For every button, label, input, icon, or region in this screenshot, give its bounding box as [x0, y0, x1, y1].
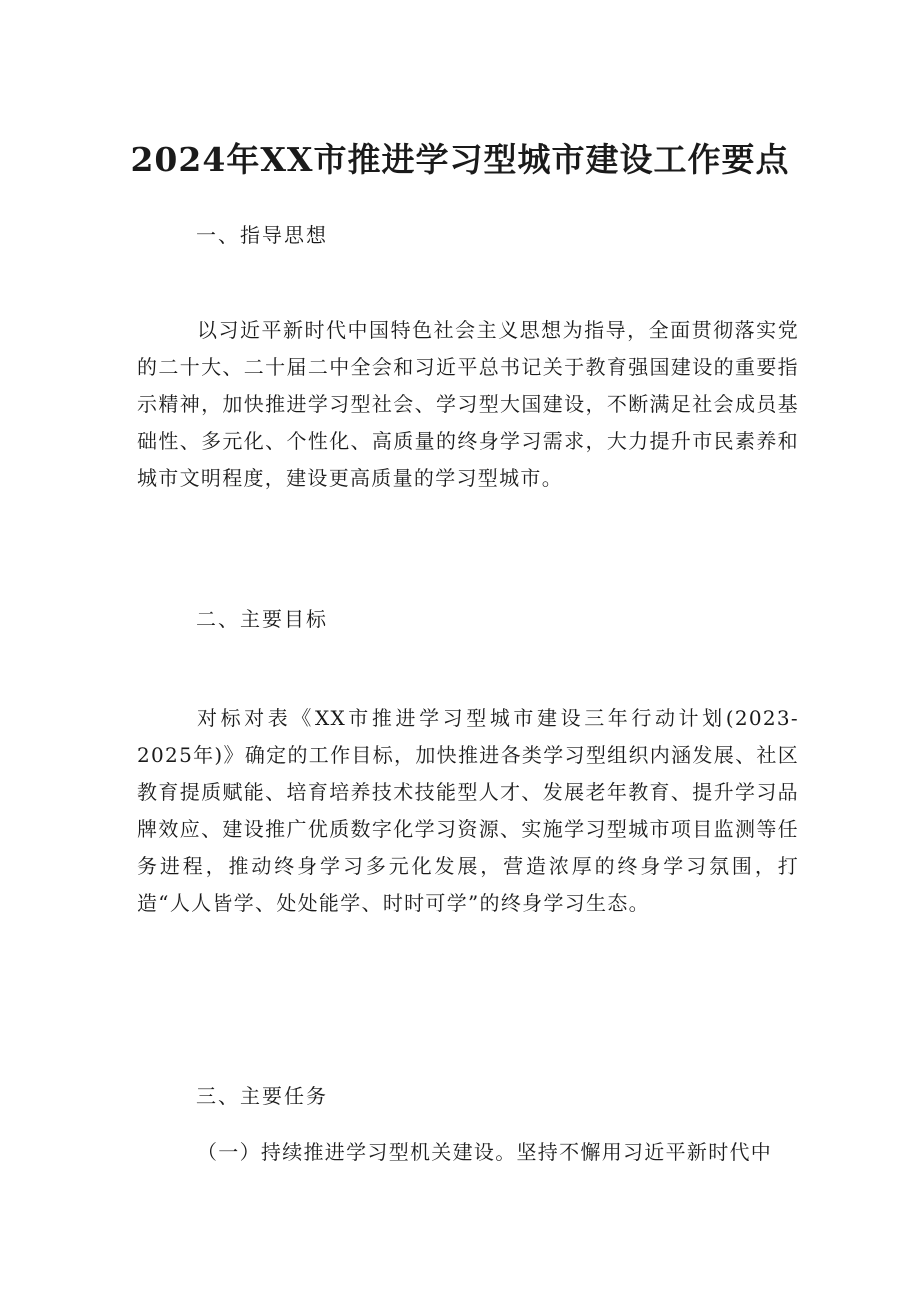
section-heading-main-tasks: 三、主要任务 [196, 1084, 328, 1108]
section-heading-guiding-ideology: 一、指导思想 [196, 223, 328, 247]
document-title: 2024年XX市推进学习型城市建设工作要点 [130, 140, 790, 179]
section-heading-main-goals: 二、主要目标 [196, 607, 328, 631]
section-paragraph-guiding-ideology: 以习近平新时代中国特色社会主义思想为指导，全面贯彻落实党的二十大、二十届二中全会和习近平总书记关于教育强国建设的重要指示精神，加快推进学习型社会、学习型大国建设，不断满足社会成员基础性、多元化、个性化、高质量的终身学习需求，大力提升市民素养和城市文明程度，建设更高质量的学习型城市。 [137, 318, 799, 490]
section-paragraph-main-tasks: （一）持续推进学习型机关建设。坚持不懈用习近平新时代中 [197, 1140, 773, 1164]
section-paragraph-main-goals: 对标对表《XX市推进学习型城市建设三年行动计划(2023-2025年)》确定的工作目标，加快推进各类学习型组织内涵发展、社区教育提质赋能、培育培养技术技能型人才、发展老年教育、提升学习品牌效应、建设推广优质数字化学习资源、实施学习型城市项目监测等任务进程，推动终身学习多元化发展，营造浓厚的终身学习氛围，打造“人人皆学、处处能学、时时可学”的终身学习生态。 [137, 706, 799, 915]
